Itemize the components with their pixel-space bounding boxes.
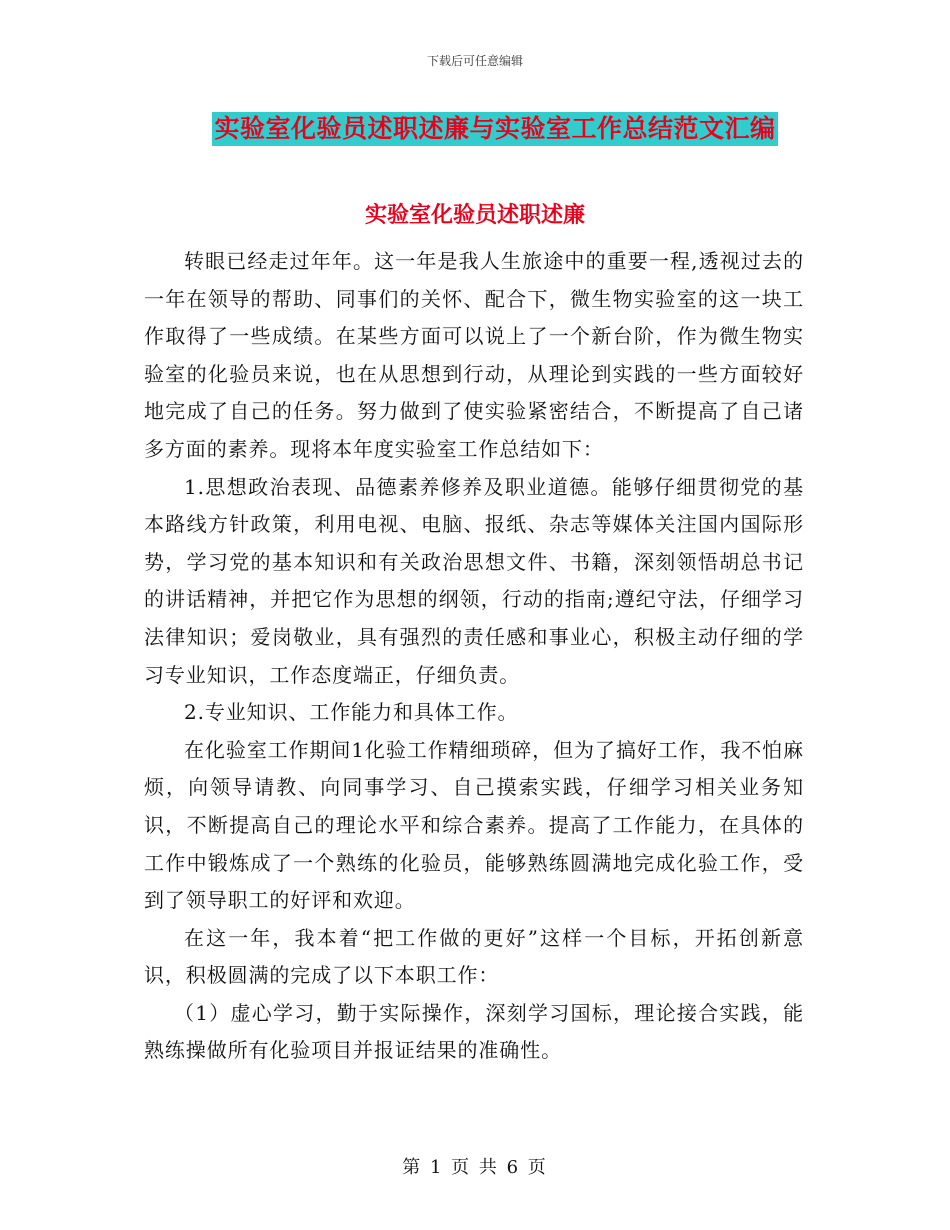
page-header: 下载后可任意编辑: [426, 54, 523, 68]
main-title-container: [0, 112, 950, 146]
document-body: [144, 243, 804, 1070]
paragraph-item-2: 2.专业知识、工作能力和具体工作。: [184, 700, 519, 725]
page-footer: 第 1 页 共 6 页: [402, 1157, 548, 1178]
paragraph-year-goal: 在这一年，我本着“把工作做的更好”这样一个目标，开拓创新意识，积极圆满的完成了以下本职工作：: [144, 925, 804, 988]
paragraph-item-1: 1.思想政治表现、品德素养修养及职业道德。能够仔细贯彻党的基本路线方针政策，利用电视、电脑、报纸、杂志等媒体关注国内国际形势，学习党的基本知识和有关政治思想文件、书籍，深刻领悟胡总书记的讲话精神，并把它作为思想的纲领，行动的指南;遵纪守法，仔细学习法律知识；爱岗敬业，具有强烈的责任感和事业心，积极主动仔细的学习专业知识，工作态度端正，仔细负责。: [144, 474, 804, 687]
paragraph-intro: 转眼已经走过年年。这一年是我人生旅途中的重要一程,透视过去的一年在领导的帮助、同事们的关怀、配合下，微生物实验室的这一块工作取得了一些成绩。在某些方面可以说上了一个新台阶，作为微生物实验室的化验员来说，也在从思想到行动，从理论到实践的一些方面较好地完成了自己的任务。努力做到了使实验紧密结合，不断提高了自己诸多方面的素养。现将本年度实验室工作总结如下：: [144, 249, 804, 461]
main-title: 实验室化验员述职述廉与实验室工作总结范文汇编: [212, 112, 777, 146]
paragraph-lab-work: 在化验室工作期间1化验工作精细琐碎，但为了搞好工作，我不怕麻烦，向领导请教、向同事学习、自己摸索实践，仔细学习相关业务知识，不断提高自己的理论水平和综合素养。提高了工作能力，在具体的工作中锻炼成了一个熟练的化验员，能够熟练圆满地完成化验工作，受到了领导职工的好评和欢迎。: [144, 737, 804, 913]
section-title: 实验室化验员述职述廉: [364, 202, 585, 228]
paragraph-subitem-1: （1）虚心学习，勤于实际操作，深刻学习国标，理论接合实践，能熟练操做所有化验项目并报证结果的准确性。: [144, 1000, 804, 1063]
